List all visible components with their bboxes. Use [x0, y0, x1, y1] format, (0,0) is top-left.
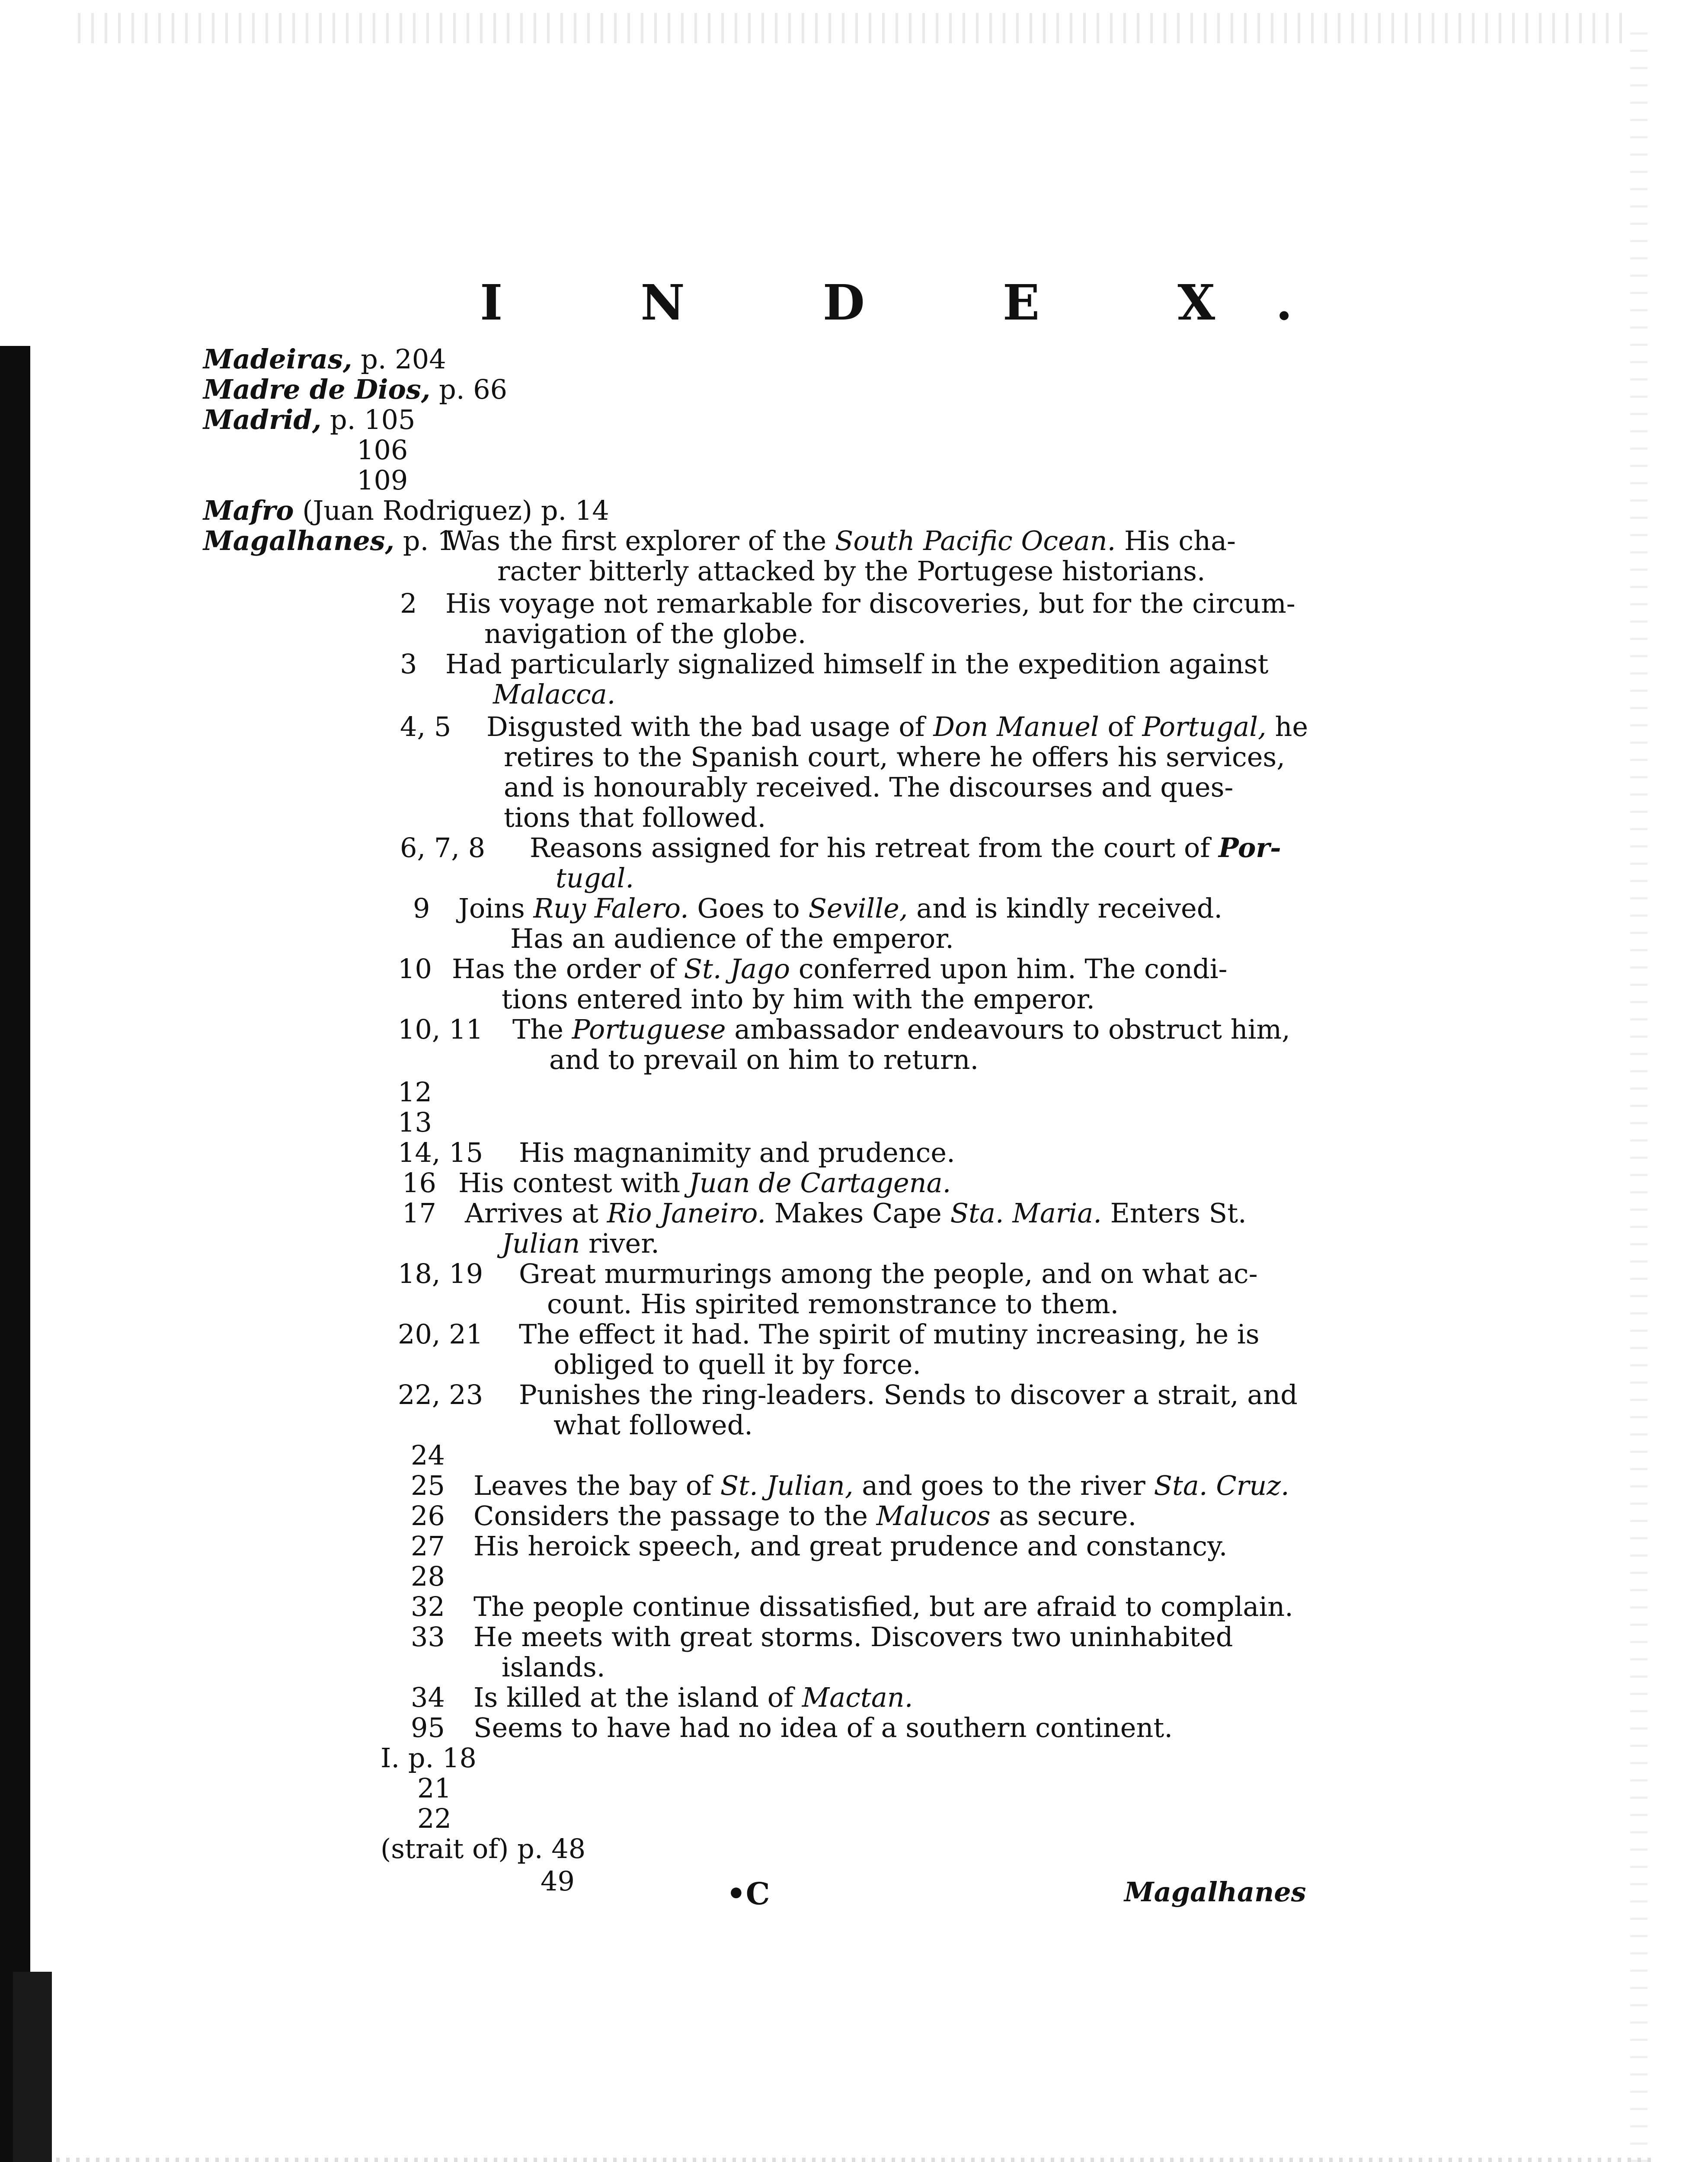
magalhanes-item: Is killed at the island of Mactan.	[473, 1682, 913, 1713]
magalhanes-item-cont: tions that followed.	[504, 802, 766, 833]
entry-magalhanes-i: I. p. 18	[381, 1742, 477, 1774]
magalhanes-item-cont: obliged to quell it by force.	[553, 1349, 921, 1380]
magalhanes-page-num: 33	[411, 1621, 445, 1653]
magalhanes-item: Seems to have had no idea of a southern continent.	[473, 1712, 1173, 1743]
bullet-dot: •	[726, 1876, 746, 1912]
magalhanes-item: Arrives at Rio Janeiro. Makes Cape Sta. Maria. Enters St.	[465, 1197, 1247, 1229]
entry-magalhanes-i-ref: 21	[417, 1772, 451, 1804]
magalhanes-item: Joins Ruy Falero. Goes to Seville, and is kindly received.	[458, 892, 1223, 924]
magalhanes-item-cont: what followed.	[553, 1409, 753, 1441]
magalhanes-item: The people continue dissatisfied, but are afraid to complain.	[473, 1591, 1293, 1622]
binding-shadow-lower	[13, 1972, 52, 2162]
magalhanes-item-cont: navigation of the globe.	[484, 618, 806, 649]
entry-magalhanes-head: Magalhanes, p. 1	[203, 525, 454, 556]
magalhanes-page-num: 10	[398, 953, 432, 985]
magalhanes-item: The effect it had. The spirit of mutiny increasing, he is	[519, 1318, 1260, 1350]
magalhanes-item: His voyage not remarkable for discoveries, but for the circum-	[445, 588, 1295, 619]
magalhanes-item: Had particularly signalized himself in the expedition against	[445, 648, 1269, 680]
magalhanes-page-num: 24	[411, 1439, 445, 1471]
magalhanes-item-cont: tugal.	[556, 862, 634, 894]
magalhanes-page-num: 4, 5	[400, 711, 451, 742]
magalhanes-item-cont: Has an audience of the emperor.	[510, 923, 954, 954]
magalhanes-item-cont: count. His spirited remonstrance to them.	[547, 1288, 1119, 1320]
magalhanes-page-num: 34	[411, 1682, 445, 1713]
scan-noise-right	[1630, 17, 1647, 2162]
magalhanes-page-num: 27	[411, 1530, 445, 1562]
signature-mark: •C	[726, 1876, 770, 1912]
magalhanes-item-cont: and is honourably received. The discourses and ques-	[504, 771, 1234, 803]
entry-magalhanes-strait: (strait of) p. 48	[381, 1833, 586, 1865]
entry-madre-de-dios: Madre de Dios, p. 66	[203, 374, 508, 405]
magalhanes-item-cont: racter bitterly attacked by the Portugese historians.	[497, 555, 1206, 587]
magalhanes-item: Considers the passage to the Malucos as secure.	[473, 1500, 1137, 1532]
magalhanes-item: Great murmurings among the people, and on what ac-	[519, 1258, 1258, 1289]
magalhanes-page-num: 12	[398, 1076, 432, 1108]
binding-shadow	[0, 346, 30, 2162]
magalhanes-page-num: 22, 23	[398, 1379, 483, 1410]
magalhanes-item-cont: Julian river.	[502, 1228, 659, 1259]
magalhanes-item-cont: retires to the Spanish court, where he offers his services,	[504, 741, 1285, 773]
entry-madrid: Madrid, p. 105	[203, 404, 416, 435]
entry-madeiras: Madeiras, p. 204	[203, 343, 446, 375]
magalhanes-page-num: 32	[411, 1591, 445, 1622]
magalhanes-page-num: 28	[411, 1561, 445, 1592]
entry-magalhanes-i-ref: 22	[417, 1803, 451, 1834]
entry-mafro: Mafro (Juan Rodriguez) p. 14	[203, 495, 609, 526]
magalhanes-page-num: 17	[402, 1197, 436, 1229]
magalhanes-item: Reasons assigned for his retreat from the court of Por-	[530, 832, 1281, 864]
magalhanes-page-num: 6, 7, 8	[400, 832, 486, 864]
magalhanes-item: His contest with Juan de Cartagena.	[458, 1167, 951, 1199]
magalhanes-item: Was the first explorer of the South Pacific Ocean. His cha-	[445, 525, 1236, 556]
page-title: I N D E X.	[480, 275, 1353, 331]
magalhanes-page-num: 25	[411, 1470, 445, 1501]
magalhanes-page-num: 95	[411, 1712, 445, 1743]
magalhanes-item-cont: Malacca.	[493, 678, 616, 710]
magalhanes-item: Punishes the ring-leaders. Sends to discover a strait, and	[519, 1379, 1298, 1410]
entry-magalhanes-strait-ref: 49	[541, 1865, 575, 1897]
catchword: Magalhanes	[1124, 1876, 1306, 1908]
magalhanes-page-num: 10, 11	[398, 1014, 483, 1045]
magalhanes-page-num: 2	[400, 588, 417, 619]
magalhanes-item: Has the order of St. Jago conferred upon him. The condi-	[452, 953, 1228, 985]
magalhanes-item-cont: tions entered into by him with the emperor.	[502, 983, 1095, 1015]
scan-noise-top	[78, 13, 1626, 43]
magalhanes-item: He meets with great storms. Discovers two uninhabited	[473, 1621, 1233, 1653]
magalhanes-item: His heroick speech, and great prudence and constancy.	[473, 1530, 1228, 1562]
magalhanes-page-num: 3	[400, 648, 417, 680]
magalhanes-item-cont: and to prevail on him to return.	[549, 1044, 979, 1075]
magalhanes-page-num: 18, 19	[398, 1258, 483, 1289]
magalhanes-page-num: 13	[398, 1107, 432, 1138]
magalhanes-page-num: 20, 21	[398, 1318, 483, 1350]
magalhanes-page-num: 14, 15	[398, 1137, 483, 1168]
magalhanes-page-num: 26	[411, 1500, 445, 1532]
scan-noise-bottom	[56, 2158, 1656, 2162]
entry-madrid-ref: 109	[357, 464, 408, 496]
magalhanes-page-num: 16	[402, 1167, 436, 1199]
magalhanes-item: His magnanimity and prudence.	[519, 1137, 955, 1168]
entry-madrid-ref: 106	[357, 434, 408, 466]
magalhanes-item: The Portuguese ambassador endeavours to obstruct him,	[512, 1014, 1290, 1045]
magalhanes-item-cont: islands.	[502, 1651, 605, 1683]
magalhanes-item: Disgusted with the bad usage of Don Manuel of Portugal, he	[486, 711, 1308, 742]
magalhanes-item: Leaves the bay of St. Julian, and goes to the river Sta. Cruz.	[473, 1470, 1289, 1501]
magalhanes-page-num: 9	[413, 892, 430, 924]
